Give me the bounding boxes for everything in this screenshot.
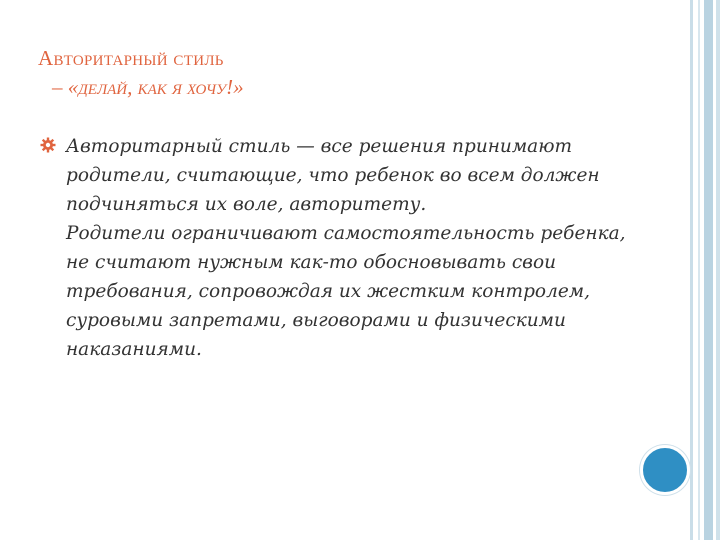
slide-title (38, 44, 658, 103)
decorative-stripe (716, 0, 720, 540)
settings-gear-icon (40, 137, 56, 153)
title-line-1: Авторитарный стиль (38, 46, 224, 70)
bullet-paragraph-1: Авторитарный стиль — все решения принимают родители, считающие, что ребенок во всем должен подчиняться их воле, авторитету. (66, 136, 600, 215)
decorative-circle (640, 445, 690, 495)
bullet-paragraph-2: Родители ограничивают самостоятельность ребенка, не считают нужным как-то обосновывать свои требования, сопровождая их жестким контролем, суровыми запретами, выговорами и физическими наказаниями. (66, 223, 626, 360)
decorative-stripe (690, 0, 693, 540)
title-line-2: – «делай, как я хочу!» (52, 75, 244, 100)
decorative-stripe (704, 0, 713, 540)
bullet-text (66, 132, 638, 364)
decorative-stripe (698, 0, 700, 540)
bullet-item (38, 132, 638, 364)
